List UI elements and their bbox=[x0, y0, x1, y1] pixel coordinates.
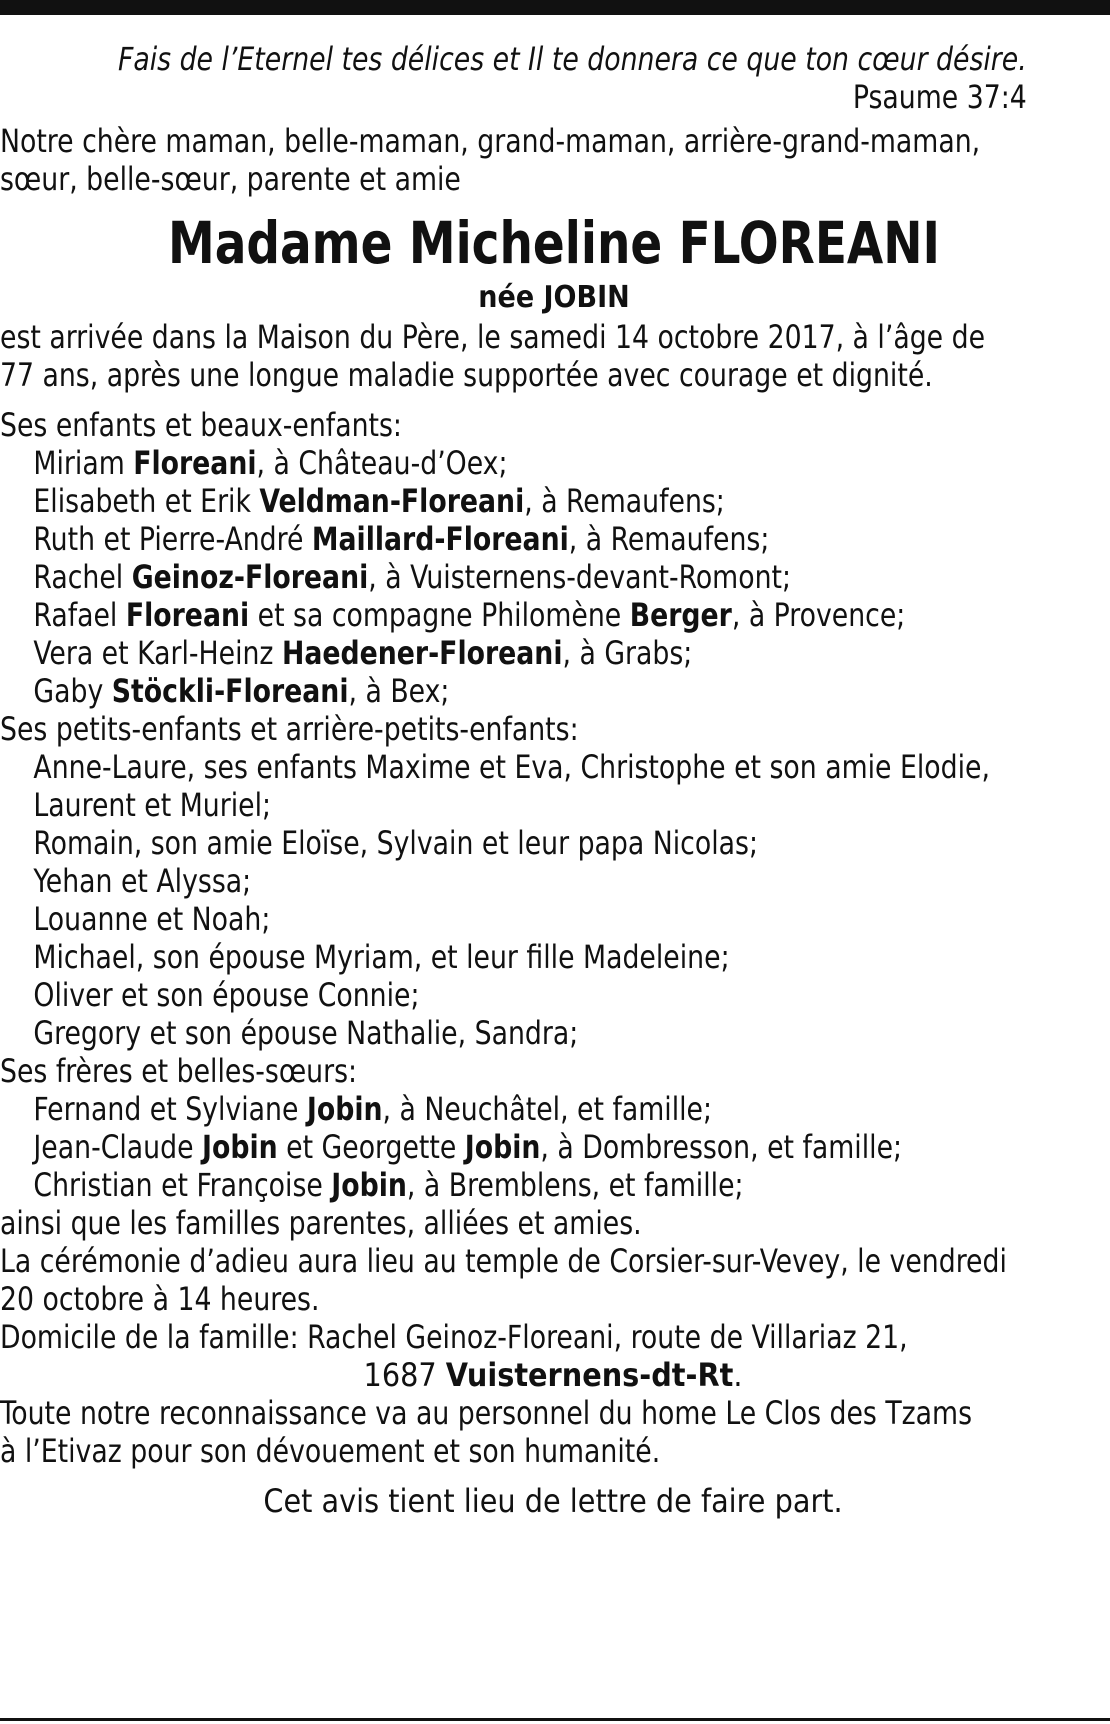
thanks-line-2: à l’Etivaz pour son dévouement et son humanité. bbox=[0, 1432, 661, 1470]
child-entry-pre: Elisabeth et Erik bbox=[33, 482, 260, 520]
child-entry-post: , à Vuisternens-devant-Romont; bbox=[368, 558, 791, 596]
grandchild-entry: Romain, son amie Eloïse, Sylvain et leur papa Nicolas; bbox=[33, 824, 758, 862]
verse-reference: Psaume 37:4 bbox=[852, 78, 1027, 116]
child-entry bbox=[0, 520, 1029, 558]
child-entry-pre: Vera et Karl-Heinz bbox=[33, 634, 282, 672]
grandchild-entry: Gregory et son épouse Nathalie, Sandra; bbox=[33, 1014, 579, 1052]
children-heading: Ses enfants et beaux-enfants: bbox=[0, 406, 402, 444]
child-entry-pre: Gaby bbox=[33, 672, 112, 710]
domicile-postcode: 1687 bbox=[363, 1356, 446, 1394]
child-entry bbox=[0, 672, 1029, 710]
child-entry-post: , à Remaufens; bbox=[524, 482, 725, 520]
deceased-name: Madame Micheline FLOREANI bbox=[167, 209, 941, 277]
closing-line: Cet avis tient lieu de lettre de faire part. bbox=[263, 1482, 843, 1520]
sibling-entry-post: , à Dombresson, et famille; bbox=[540, 1128, 903, 1166]
child-entry-bold: Stöckli-Floreani bbox=[111, 672, 349, 710]
sibling-entry-post: , à Neuchâtel, et famille; bbox=[382, 1090, 713, 1128]
child-entry-bold: Geinoz-Floreani bbox=[131, 558, 369, 596]
bottom-rule bbox=[0, 1718, 1110, 1721]
grandchildren-heading: Ses petits-enfants et arrière-petits-enfants: bbox=[0, 710, 579, 748]
thanks-line-1: Toute notre reconnaissance va au personnel du home Le Clos des Tzams bbox=[0, 1394, 972, 1432]
ceremony-line-1: La cérémonie d’adieu aura lieu au temple de Corsier-sur-Vevey, le vendredi bbox=[0, 1242, 1007, 1280]
grandchild-entry: Yehan et Alyssa; bbox=[33, 862, 252, 900]
sibling-entry-bold: Jobin bbox=[331, 1166, 407, 1204]
maiden-name: née JOBIN bbox=[478, 280, 630, 315]
sibling-entry-bold2: Jobin bbox=[464, 1128, 541, 1166]
child-entry bbox=[0, 634, 1029, 672]
child-entry bbox=[0, 444, 1029, 482]
sibling-entry-pre: Fernand et Sylviane bbox=[33, 1090, 307, 1128]
domicile-line-1: Domicile de la famille: Rachel Geinoz-Floreani, route de Villariaz 21, bbox=[0, 1318, 908, 1356]
sibling-entry bbox=[0, 1090, 1029, 1128]
sibling-entry-pre: Jean-Claude bbox=[33, 1128, 203, 1166]
domicile-town: Vuisternens-dt-Rt bbox=[445, 1356, 734, 1394]
child-entry-post: , à Remaufens; bbox=[568, 520, 770, 558]
grandchild-entry: Louanne et Noah; bbox=[33, 900, 271, 938]
top-rule bbox=[0, 0, 1110, 15]
grandchild-entry: Oliver et son épouse Connie; bbox=[33, 976, 420, 1014]
child-entry-pre: Miriam bbox=[33, 444, 134, 482]
domicile-period: . bbox=[733, 1356, 743, 1394]
families-line: ainsi que les familles parentes, alliées et amies. bbox=[0, 1204, 642, 1242]
grandchildren-list bbox=[0, 748, 1108, 1052]
child-entry-bold: Haedener-Floreani bbox=[281, 634, 563, 672]
child-entry-pre: Rafael bbox=[33, 596, 126, 634]
child-entry-post: , à Provence; bbox=[731, 596, 906, 634]
grandchild-entry: Laurent et Muriel; bbox=[33, 786, 271, 824]
child-entry-post: , à Château-d’Oex; bbox=[256, 444, 508, 482]
sibling-entry bbox=[0, 1166, 1029, 1204]
child-entry bbox=[0, 558, 1029, 596]
bible-verse: Fais de l’Eternel tes délices et Il te donnera ce que ton cœur désire. bbox=[117, 40, 1027, 78]
domicile-line-2 bbox=[0, 1356, 1106, 1394]
obituary-notice bbox=[0, 40, 1108, 1520]
child-entry-pre: Rachel bbox=[33, 558, 132, 596]
sibling-entry bbox=[0, 1128, 1029, 1166]
child-entry-bold: Floreani bbox=[133, 444, 257, 482]
intro-line-2: sœur, belle-sœur, parente et amie bbox=[0, 160, 461, 198]
passing-line-2: 77 ans, après une longue maladie supportée avec courage et dignité. bbox=[0, 356, 933, 394]
sibling-entry-mid: et Georgette bbox=[277, 1128, 465, 1166]
sibling-entry-bold: Jobin bbox=[306, 1090, 383, 1128]
child-entry-mid: et sa compagne Philomène bbox=[249, 596, 630, 634]
children-list bbox=[0, 444, 1108, 710]
siblings-list bbox=[0, 1090, 1108, 1204]
intro-line-1: Notre chère maman, belle-maman, grand-maman, arrière-grand-maman, bbox=[0, 122, 981, 160]
child-entry-bold2: Berger bbox=[629, 596, 732, 634]
passing-line-1: est arrivée dans la Maison du Père, le samedi 14 octobre 2017, à l’âge de bbox=[0, 318, 986, 356]
siblings-heading: Ses frères et belles-sœurs: bbox=[0, 1052, 358, 1090]
child-entry-post: , à Bex; bbox=[348, 672, 450, 710]
ceremony-line-2: 20 octobre à 14 heures. bbox=[0, 1280, 320, 1318]
child-entry-bold: Floreani bbox=[125, 596, 250, 634]
child-entry bbox=[0, 596, 1029, 634]
grandchild-entry: Anne-Laure, ses enfants Maxime et Eva, Christophe et son amie Elodie, bbox=[33, 748, 990, 786]
grandchild-entry: Michael, son épouse Myriam, et leur fille Madeleine; bbox=[33, 938, 730, 976]
sibling-entry-pre: Christian et Françoise bbox=[33, 1166, 332, 1204]
child-entry-pre: Ruth et Pierre-André bbox=[33, 520, 312, 558]
child-entry-bold: Maillard-Floreani bbox=[311, 520, 569, 558]
child-entry-post: , à Grabs; bbox=[562, 634, 693, 672]
child-entry-bold: Veldman-Floreani bbox=[259, 482, 525, 520]
sibling-entry-bold: Jobin bbox=[202, 1128, 278, 1166]
sibling-entry-post: , à Bremblens, et famille; bbox=[406, 1166, 744, 1204]
child-entry bbox=[0, 482, 1029, 520]
